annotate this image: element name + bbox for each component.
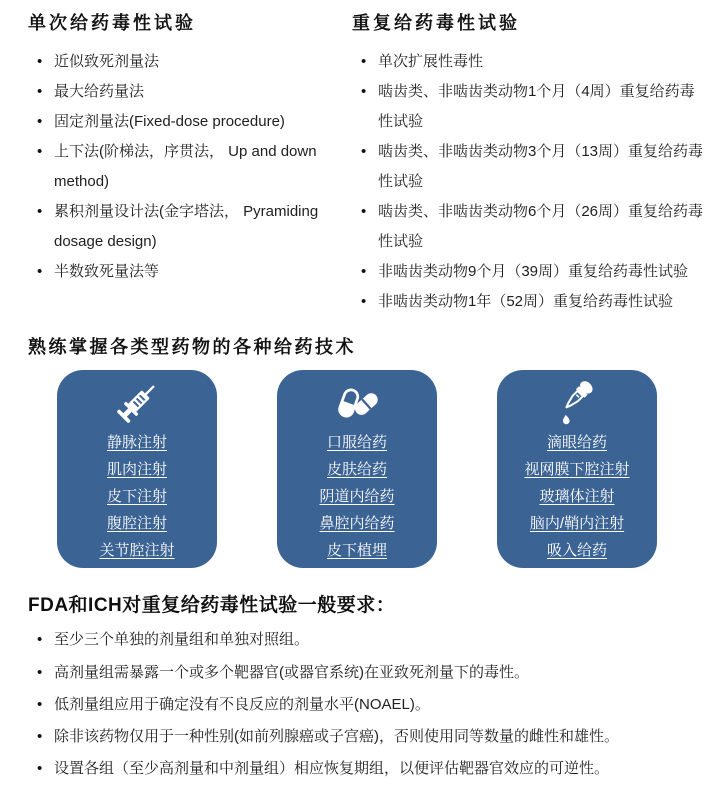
section-single-dose-toxicity	[28, 10, 350, 287]
list-item: • 累积剂量设计法(金字塔法， Pyramiding dosage design)	[28, 197, 326, 257]
list-item: • 上下法(阶梯法，序贯法， Up and down method)	[28, 137, 326, 197]
list-item: • 啮齿类、非啮齿类动物1个月（4周）重复给药毒性试验	[352, 77, 708, 137]
list-item: • 半数致死量法等	[28, 257, 326, 287]
card-link[interactable]: 视网膜下腔注射	[524, 461, 630, 479]
card-link[interactable]: 口服给药	[326, 434, 387, 452]
card-link[interactable]: 腹腔注射	[106, 515, 167, 533]
card-link[interactable]: 滴眼给药	[546, 434, 607, 452]
section-repeated-dose-toxicity	[352, 10, 708, 317]
list-item: • 设置各组（至少高剂量和中剂量组）相应恢复期组，以便评估靶器官效应的可逆性。	[28, 753, 706, 785]
list-item: • 啮齿类、非啮齿类动物6个月（26周）重复给药毒性试验	[352, 197, 708, 257]
single-dose-title: 单次给药毒性试验	[28, 13, 196, 33]
card-link[interactable]: 玻璃体注射	[539, 488, 615, 506]
list-item: • 除非该药物仅用于一种性别(如前列腺癌或子宫癌)，否则使用同等数量的雌性和雄性。	[28, 721, 706, 753]
card-link[interactable]: 皮下植埋	[326, 542, 387, 560]
single-dose-list	[28, 47, 350, 287]
dropper-icon	[552, 377, 602, 429]
requirements-title: FDA和ICH对重复给药毒性试验一般要求：	[28, 595, 396, 617]
toxicity-test-columns	[28, 10, 706, 317]
list-item: • 最大给药量法	[28, 77, 326, 107]
capsules-icon	[332, 377, 382, 429]
card-link[interactable]: 鼻腔内给药	[319, 515, 395, 533]
ocular-routes-card	[497, 370, 657, 568]
card-link[interactable]: 吸入给药	[546, 542, 607, 560]
card-link[interactable]: 皮肤给药	[326, 461, 387, 479]
list-item: • 高剂量组需暴露一个或多个靶器官(或器官系统)在亚致死剂量下的毒性。	[28, 657, 706, 689]
card-link[interactable]: 肌肉注射	[106, 461, 167, 479]
repeated-dose-list	[352, 47, 708, 317]
repeated-dose-title: 重复给药毒性试验	[352, 13, 520, 33]
list-item: • 固定剂量法(Fixed-dose procedure)	[28, 107, 326, 137]
technique-cards	[57, 370, 706, 568]
requirements-list	[28, 624, 706, 785]
card-link[interactable]: 静脉注射	[106, 434, 167, 452]
list-item: • 非啮齿类动物9个月（39周）重复给药毒性试验	[352, 257, 708, 287]
card-link[interactable]: 脑内/鞘内注射	[529, 515, 625, 533]
list-item: • 非啮齿类动物1年（52周）重复给药毒性试验	[352, 287, 708, 317]
list-item: • 啮齿类、非啮齿类动物3个月（13周）重复给药毒性试验	[352, 137, 708, 197]
oral-routes-card	[277, 370, 437, 568]
list-item: • 至少三个单独的剂量组和单独对照组。	[28, 624, 706, 656]
list-item: • 近似致死剂量法	[28, 47, 326, 77]
injection-routes-card	[57, 370, 217, 568]
syringe-icon	[112, 377, 162, 429]
list-item: • 单次扩展性毒性	[352, 47, 708, 77]
techniques-title: 熟练掌握各类型药物的各种给药技术	[28, 337, 356, 358]
card-link[interactable]: 阴道内给药	[319, 488, 395, 506]
card-link[interactable]: 皮下注射	[106, 488, 167, 506]
card-link[interactable]: 关节腔注射	[99, 542, 175, 560]
list-item: • 低剂量组应用于确定没有不良反应的剂量水平(NOAEL)。	[28, 689, 706, 721]
